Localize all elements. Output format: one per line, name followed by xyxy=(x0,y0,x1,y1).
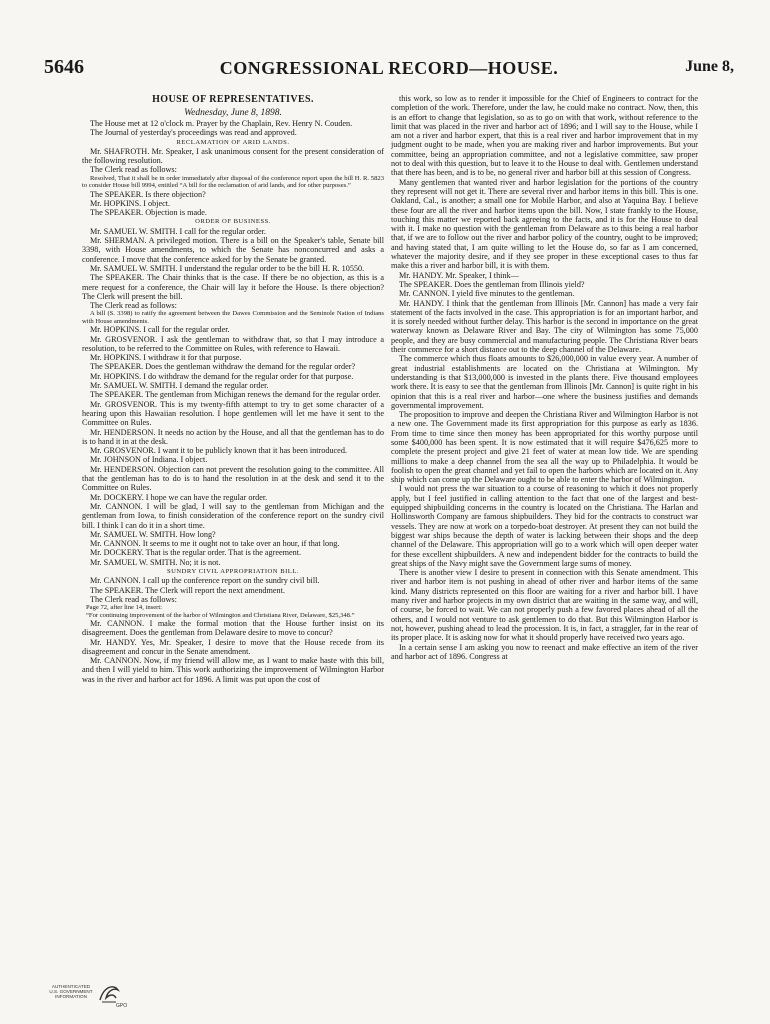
paragraph: Mr. CANNON. It seems to me it ought not to take over an hour, if that long. xyxy=(90,539,340,549)
paragraph: The SPEAKER. The Clerk will report the next amendment. xyxy=(90,585,285,595)
paragraph: Mr. SHERMAN. A privileged motion. There is a bill on the Speaker's table, Senate bill 3398, with House amendments, to which the Senate has nonconcurred and asks a conference. I move that the conference asked for by the Senate be granted. xyxy=(82,236,384,264)
heading: Wednesday, June 8, 1898. xyxy=(184,108,282,118)
paragraph: Mr. HANDY. Mr. Speaker, I think— xyxy=(399,270,519,280)
paragraph: In a certain sense I am asking you now to reenact and make effective an item of the river and harbor act of 1896. Congress at xyxy=(391,642,698,661)
stamp-text: AUTHENTICATED U.S. GOVERNMENT INFORMATION xyxy=(49,984,93,1000)
right-column xyxy=(391,94,698,974)
paragraph: Mr. HOPKINS. I call for the regular order. xyxy=(90,325,230,335)
paragraph: Mr. CANNON. I will be glad, I will say to the gentleman from Michigan and the gentleman from Iowa, to finish consideration of the conference report on the sundry civil bill. I think I can do it in a short time. xyxy=(82,501,384,530)
paragraph: I would not press the war situation to a course of reasoning to which it does not properly apply, but I feel justified in calling attention to the fact that one of the largest and best-equipped shipbuilding concerns in the country is located on the Christiana. The Harlan and Hollinsworth Company are famous shipbuilders. They bid for the contracts to construct war vessels. They are now at work on a torpedo-boat destroyer. At present they can not build the biggest war ships because the depth of water is lacking between their shops and the deep channel of the Delaware. This appropriation will go to a work which will open deeper water for these excellent shipbuilders. A new and independent bidder for the contracts to build the great ships of the Navy might save the Government large sums of money. xyxy=(391,484,698,568)
paragraph: The SPEAKER. The Chair thinks that is the case. If there be no objection, as this is a mere request for a conference, the Chair will lay it before the House. Is there objection? The Clerk will present the bill. xyxy=(82,273,384,301)
heading: RECLAMATION OF ARID LANDS. xyxy=(176,138,290,146)
paragraph: Mr. HANDY. I think that the gentleman from Illinois [Mr. Cannon] has made a very fair statement of the facts involved in the case. This appropriation is for an important harbor, and it is sorely needed without further delay. This harbor is the second in importance on the great waterway known as Delaware River and Bay. The city of Wilmington has some 75,000 people, and they are busy commercial and manufacturing people. The Christiana River bears their commerce for a short distance out to the deep channel of the Delaware. xyxy=(391,298,698,355)
page-header xyxy=(44,56,734,82)
paragraph: The Journal of yesterday's proceedings was read and approved. xyxy=(90,128,297,138)
paragraph: Mr. GROSVENOR. This is my twenty-fifth attempt to try to get some character of a hearing upon this Hawaiian resolution. I hope gentlemen will let me have it sent to the Committee on Rules. xyxy=(82,399,384,428)
paragraph: Resolved, That it shall be in order immediately after disposal of the conference report upon the bill H. R. 5823 to consider House bill 9994, entitled “A bill for the reclamation of arid lands, and for other purposes.” xyxy=(82,174,384,190)
paragraph: Mr. SHAFROTH. Mr. Speaker, I ask unanimous consent for the present consideration of the following resolution. xyxy=(82,146,384,166)
paragraph: The commerce which thus floats amounts to $26,000,000 in value every year. A number of great industrial establishments are located on the Christiana at Wilmington. My understanding is that $13,000,000 is invested in the plants there. Five thousand employees work there. It is easy to see that the gentleman from Illinois [Mr. Cannon] is quite right in his opinion that this is a real river and harbor—one where the business justifies and demands governmental improvement. xyxy=(391,354,698,410)
paragraph: The SPEAKER. Is there objection? xyxy=(90,189,206,199)
page-number: 5646 xyxy=(44,56,84,78)
paragraph: Mr. GROSVENOR. I want it to be publicly known that it has been introduced. xyxy=(90,446,347,456)
paragraph: The SPEAKER. Does the gentleman from Illinois yield? xyxy=(399,279,585,289)
header-date: June 8, xyxy=(685,58,734,75)
heading: ORDER OF BUSINESS. xyxy=(195,218,271,226)
paragraph: Mr. SAMUEL W. SMITH. No; it is not. xyxy=(90,557,221,567)
paragraph: Page 72, after line 14, insert: xyxy=(86,604,162,612)
paragraph: There is another view I desire to present in connection with this Senate amendment. This river and harbor item is not pushing in ahead of other river and harbor items of the same kind. Many districts represented on this floor are waiting for a river and harbor bill. I have many river and harbor projects in my own district that are waiting in the same way, and will, of course, be forced to wait. We can not properly push a few favored places ahead of all the others, and I would not venture to ask gentlemen to do that. But this Wilmington Harbor is not, however, pushing ahead to lead the procession. It is, in fact, a straggler, far in the rear of its proper place. It is asking now for what it should properly have received two years ago. xyxy=(391,568,698,643)
paragraph: Mr. DOCKERY. I hope we can have the regular order. xyxy=(90,492,268,502)
paragraph: The SPEAKER. Does the gentleman withdraw the demand for the regular order? xyxy=(90,362,356,372)
paragraph: Mr. CANNON. I make the formal motion that the House further insist on its disagreement. Does the gentleman from Delaware desire to move to concur? xyxy=(82,618,384,638)
paragraph: Mr. CANNON. I call up the conference report on the sundry civil bill. xyxy=(90,576,320,586)
paragraph: The House met at 12 o'clock m. Prayer by the Chaplain, Rev. Henry N. Couden. xyxy=(90,119,353,128)
running-title: CONGRESSIONAL RECORD—HOUSE. xyxy=(219,58,559,78)
paragraph: The Clerk read as follows: xyxy=(90,301,177,311)
heading: HOUSE OF REPRESENTATIVES. xyxy=(152,94,314,105)
paragraph: Mr. HENDERSON. Objection can not prevent the resolution going to the committee. All that the gentleman has to do is to hand the resolution in at the desk and send it to the Committee on Rules. xyxy=(82,464,384,493)
paragraph: Many gentlemen that wanted river and harbor legislation for the portions of the country they represent will not get it. There are several river and harbor items in this bill. This is one. Oakland, Cal., is another; a small one for Mobile Harbor, and also at Yaquina Bay. I believe these four are all the river and harbor items upon the bill. Now, I state frankly to the House, touching this matter we reported back agreeing to the facts, and it is for the House to deal with it. I make no question with the gentleman from Delaware as to this being a real harbor that, if we are to follow out the river and harbor policy of the country, ought to be improved; and having stated that, I am quite willing to let the House do, so far as I am concerned, whatever the majority desire, and if they see proper in these exceptional cases to thus far make this a river and harbor bill, it is with them. xyxy=(391,177,698,271)
paragraph: Mr. GROSVENOR. I ask the gentleman to withdraw that, so that I may introduce a resolution, to be referred to the Committee on Rules, with reference to Hawaii. xyxy=(82,334,384,353)
paragraph: Mr. HOPKINS. I do withdraw the demand for the regular order for that purpose. xyxy=(90,371,354,381)
paragraph: The SPEAKER. Objection is made. xyxy=(90,208,207,218)
paragraph: A bill (S. 3398) to ratify the agreement between the Dawes Commission and the Seminole Nation of Indians with House amendments. xyxy=(82,310,384,325)
paragraph: Mr. SAMUEL W. SMITH. I understand the regular order to be the bill H. R. 10550. xyxy=(90,263,365,273)
paragraph: The Clerk read as follows: xyxy=(90,594,177,604)
left-column xyxy=(82,94,384,974)
gpo-authentication-stamp xyxy=(46,980,146,1016)
paragraph: The proposition to improve and deepen the Christiana River and Wilmington Harbor is not a new one. The Government made its first appropriation for this purpose as early as 1836. From time to time since then money has been appropriated for this worthy purpose until some $400,000 has been spent. It is now estimated that it will require $476,625 more to complete the present project and give 21 feet of water at mean low tide. We are spending millions to make a deep channel from the sea all the way up to Philadelphia. It would be foolish to open the great channel and yet fail to open the harbors which are located on it. Any ship which can come up the Delaware ought to be able to enter the harbor of Wilmington. xyxy=(391,410,698,485)
paragraph: Mr. SAMUEL W. SMITH. I call for the regular order. xyxy=(90,226,266,236)
paragraph: The Clerk read as follows: xyxy=(90,165,177,175)
paragraph: The SPEAKER. The gentleman from Michigan renews the demand for the regular order. xyxy=(90,390,381,400)
paragraph: Mr. JOHNSON of Indiana. I object. xyxy=(90,455,208,465)
paragraph: Mr. DOCKERY. That is the regular order. That is the agreement. xyxy=(90,548,302,558)
paragraph: Mr. HOPKINS. I object. xyxy=(90,198,171,208)
heading: SUNDRY CIVIL APPROPRIATION BILL. xyxy=(166,567,299,575)
paragraph: Mr. HOPKINS. I withdraw it for that purpose. xyxy=(90,353,242,363)
paragraph: Mr. SAMUEL W. SMITH. I demand the regular order. xyxy=(90,381,269,391)
paragraph: this work, so low as to render it impossible for the Chief of Engineers to contract for the completion of the work. Therefore, under the law, he could make no contract. Now, then, this is an effort to change that legislation, so as to go on with that work, without reference to the limit that was placed in the river and harbor act of 1896; and I will say to the House, while I am not a river and harbor expert, that this is a real river and harbor improvement that in my judgment ought to be made, when you are making river and harbor improvements. But your committee, being an appropriation committee, and not a legislative committee, saw proper not to deal with this question, but to leave it to the House to deal with. Gentlemen understand that there has been, and is to be, no general river and harbor bill at this session of Congress. xyxy=(391,94,698,178)
gpo-mark: GPO xyxy=(116,1003,128,1009)
paragraph: Mr. HANDY. Yes, Mr. Speaker, I desire to move that the House recede from its disagreement and concur in the Senate amendment. xyxy=(82,637,384,656)
paragraph: Mr. CANNON. Now, if my friend will allow me, as I want to make haste with this bill, and then I will yield to him. This work authorizing the improvement of Wilmington Harbor was in the river and harbor act for 1896. A limit was put upon the cost of xyxy=(82,656,384,684)
paragraph: “For continuing improvement of the harbor of Wilmington and Christiana River, Delaware, $25,348.” xyxy=(86,611,355,619)
paragraph: Mr. SAMUEL W. SMITH. How long? xyxy=(90,529,216,539)
paragraph: Mr. CANNON. I yield five minutes to the gentleman. xyxy=(399,289,575,299)
paragraph: Mr. HENDERSON. It needs no action by the House, and all that the gentleman has to do is to hand it in at the desk. xyxy=(82,427,384,446)
